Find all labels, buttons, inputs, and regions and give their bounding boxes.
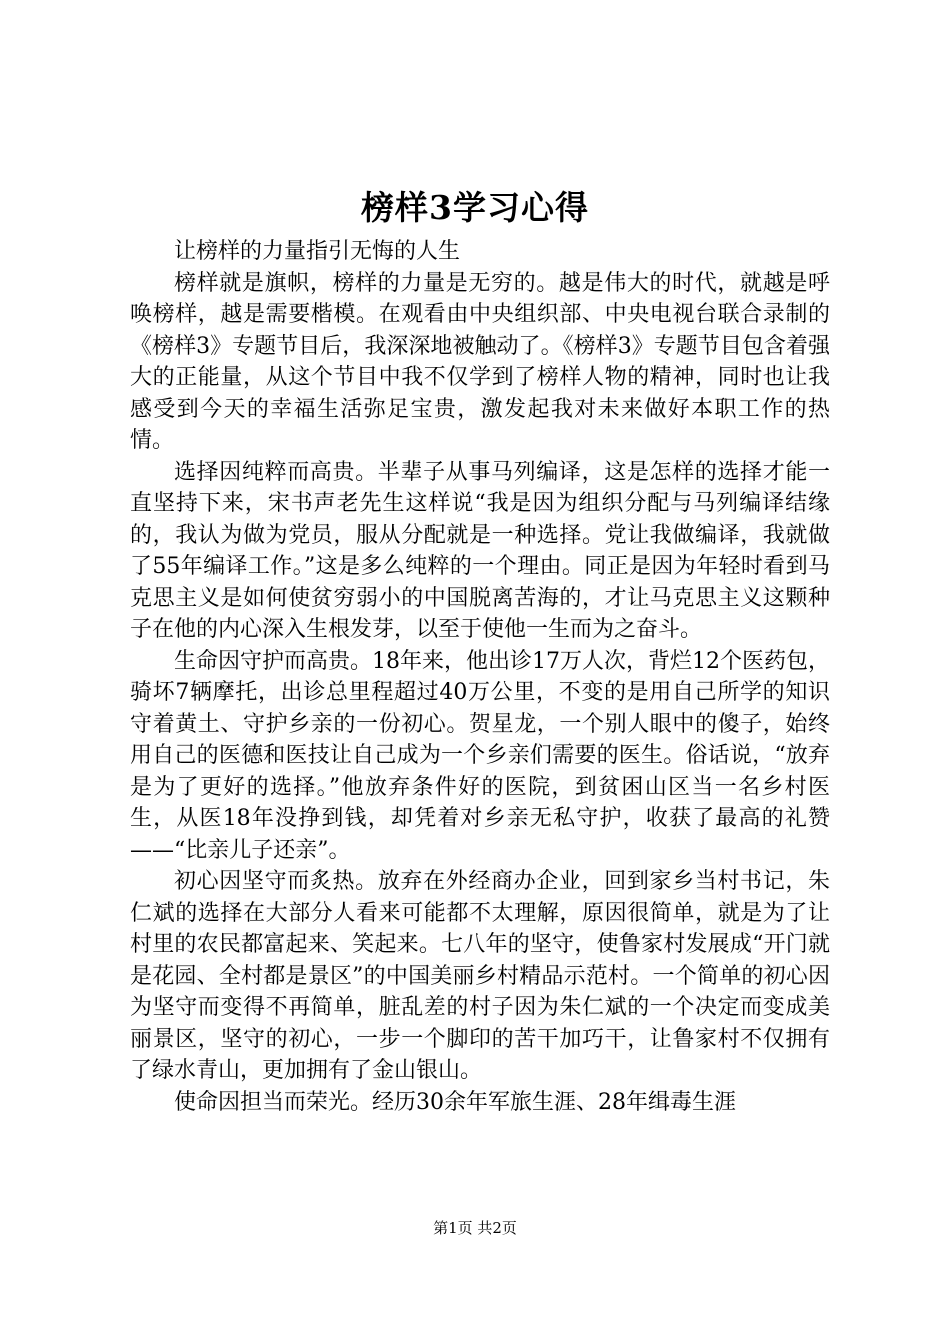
paragraph-1: 榜样就是旗帜，榜样的力量是无穷的。越是伟大的时代，就越是呼唤榜样，越是需要楷模。在观看由中央组织部、中央电视台联合录制的《榜样3》专题节目后，我深深地被触动了。《榜样3》专题节目包含着强大的正能量，从这个节目中我不仅学到了榜样人物的精神，同时也让我感受到今天的幸福生活弥足宝贵，激发起我对未来做好本职工作的热情。	[130, 270, 830, 453]
paragraph-2: 选择因纯粹而高贵。半辈子从事马列编译，这是怎样的选择才能一直坚持下来，宋书声老先生这样说“我是因为组织分配与马列编译结缘的，我认为做为党员，服从分配就是一种选择。党让我做编译，我就做了55年编译工作。”这是多么纯粹的一个理由。同正是因为年轻时看到马克思主义是如何使贫穷弱小的中国脱离苦海的，才让马克思主义这颗种子在他的内心深入生根发芽，以至于使他一生而为之奋斗。	[130, 459, 830, 642]
page-footer: 第1页 共2页	[433, 1219, 517, 1237]
paragraph-3: 生命因守护而高贵。18年来，他出诊17万人次，背烂12个医药包，骑坏7辆摩托，出诊总里程超过40万公里，不变的是用自己所学的知识守着黄土、守护乡亲的一份初心。贺星龙，一个别人眼中的傻子，始终用自己的医德和医技让自己成为一个乡亲们需要的医生。俗话说，“放弃是为了更好的选择。”他放弃条件好的医院，到贫困山区当一名乡村医生，从医18年没挣到钱，却凭着对乡亲无私守护，收获了最高的礼赞——“比亲儿子还亲”。	[130, 648, 831, 863]
document-subtitle: 让榜样的力量指引无悔的人生	[174, 239, 461, 264]
paragraph-4: 初心因坚守而炙热。放弃在外经商办企业，回到家乡当村书记，朱仁斌的选择在大部分人看来可能都不太理解，原因很简单，就是为了让村里的农民都富起来、笑起来。七八年的坚守，使鲁家村发展成“开门就是花园、全村都是景区”的中国美丽乡村精品示范村。一个简单的初心因为坚守而变得不再简单，脏乱差的村子因为朱仁斌的一个决定而变成美丽景区，坚守的初心，一步一个脚印的苦干加巧干，让鲁家村不仅拥有了绿水青山，更加拥有了金山银山。	[130, 869, 830, 1083]
document-title: 榜样3学习心得	[361, 188, 589, 227]
paragraph-5: 使命因担当而荣光。经历30余年军旅生涯、28年缉毒生涯	[174, 1089, 736, 1115]
document-body	[130, 236, 830, 1118]
